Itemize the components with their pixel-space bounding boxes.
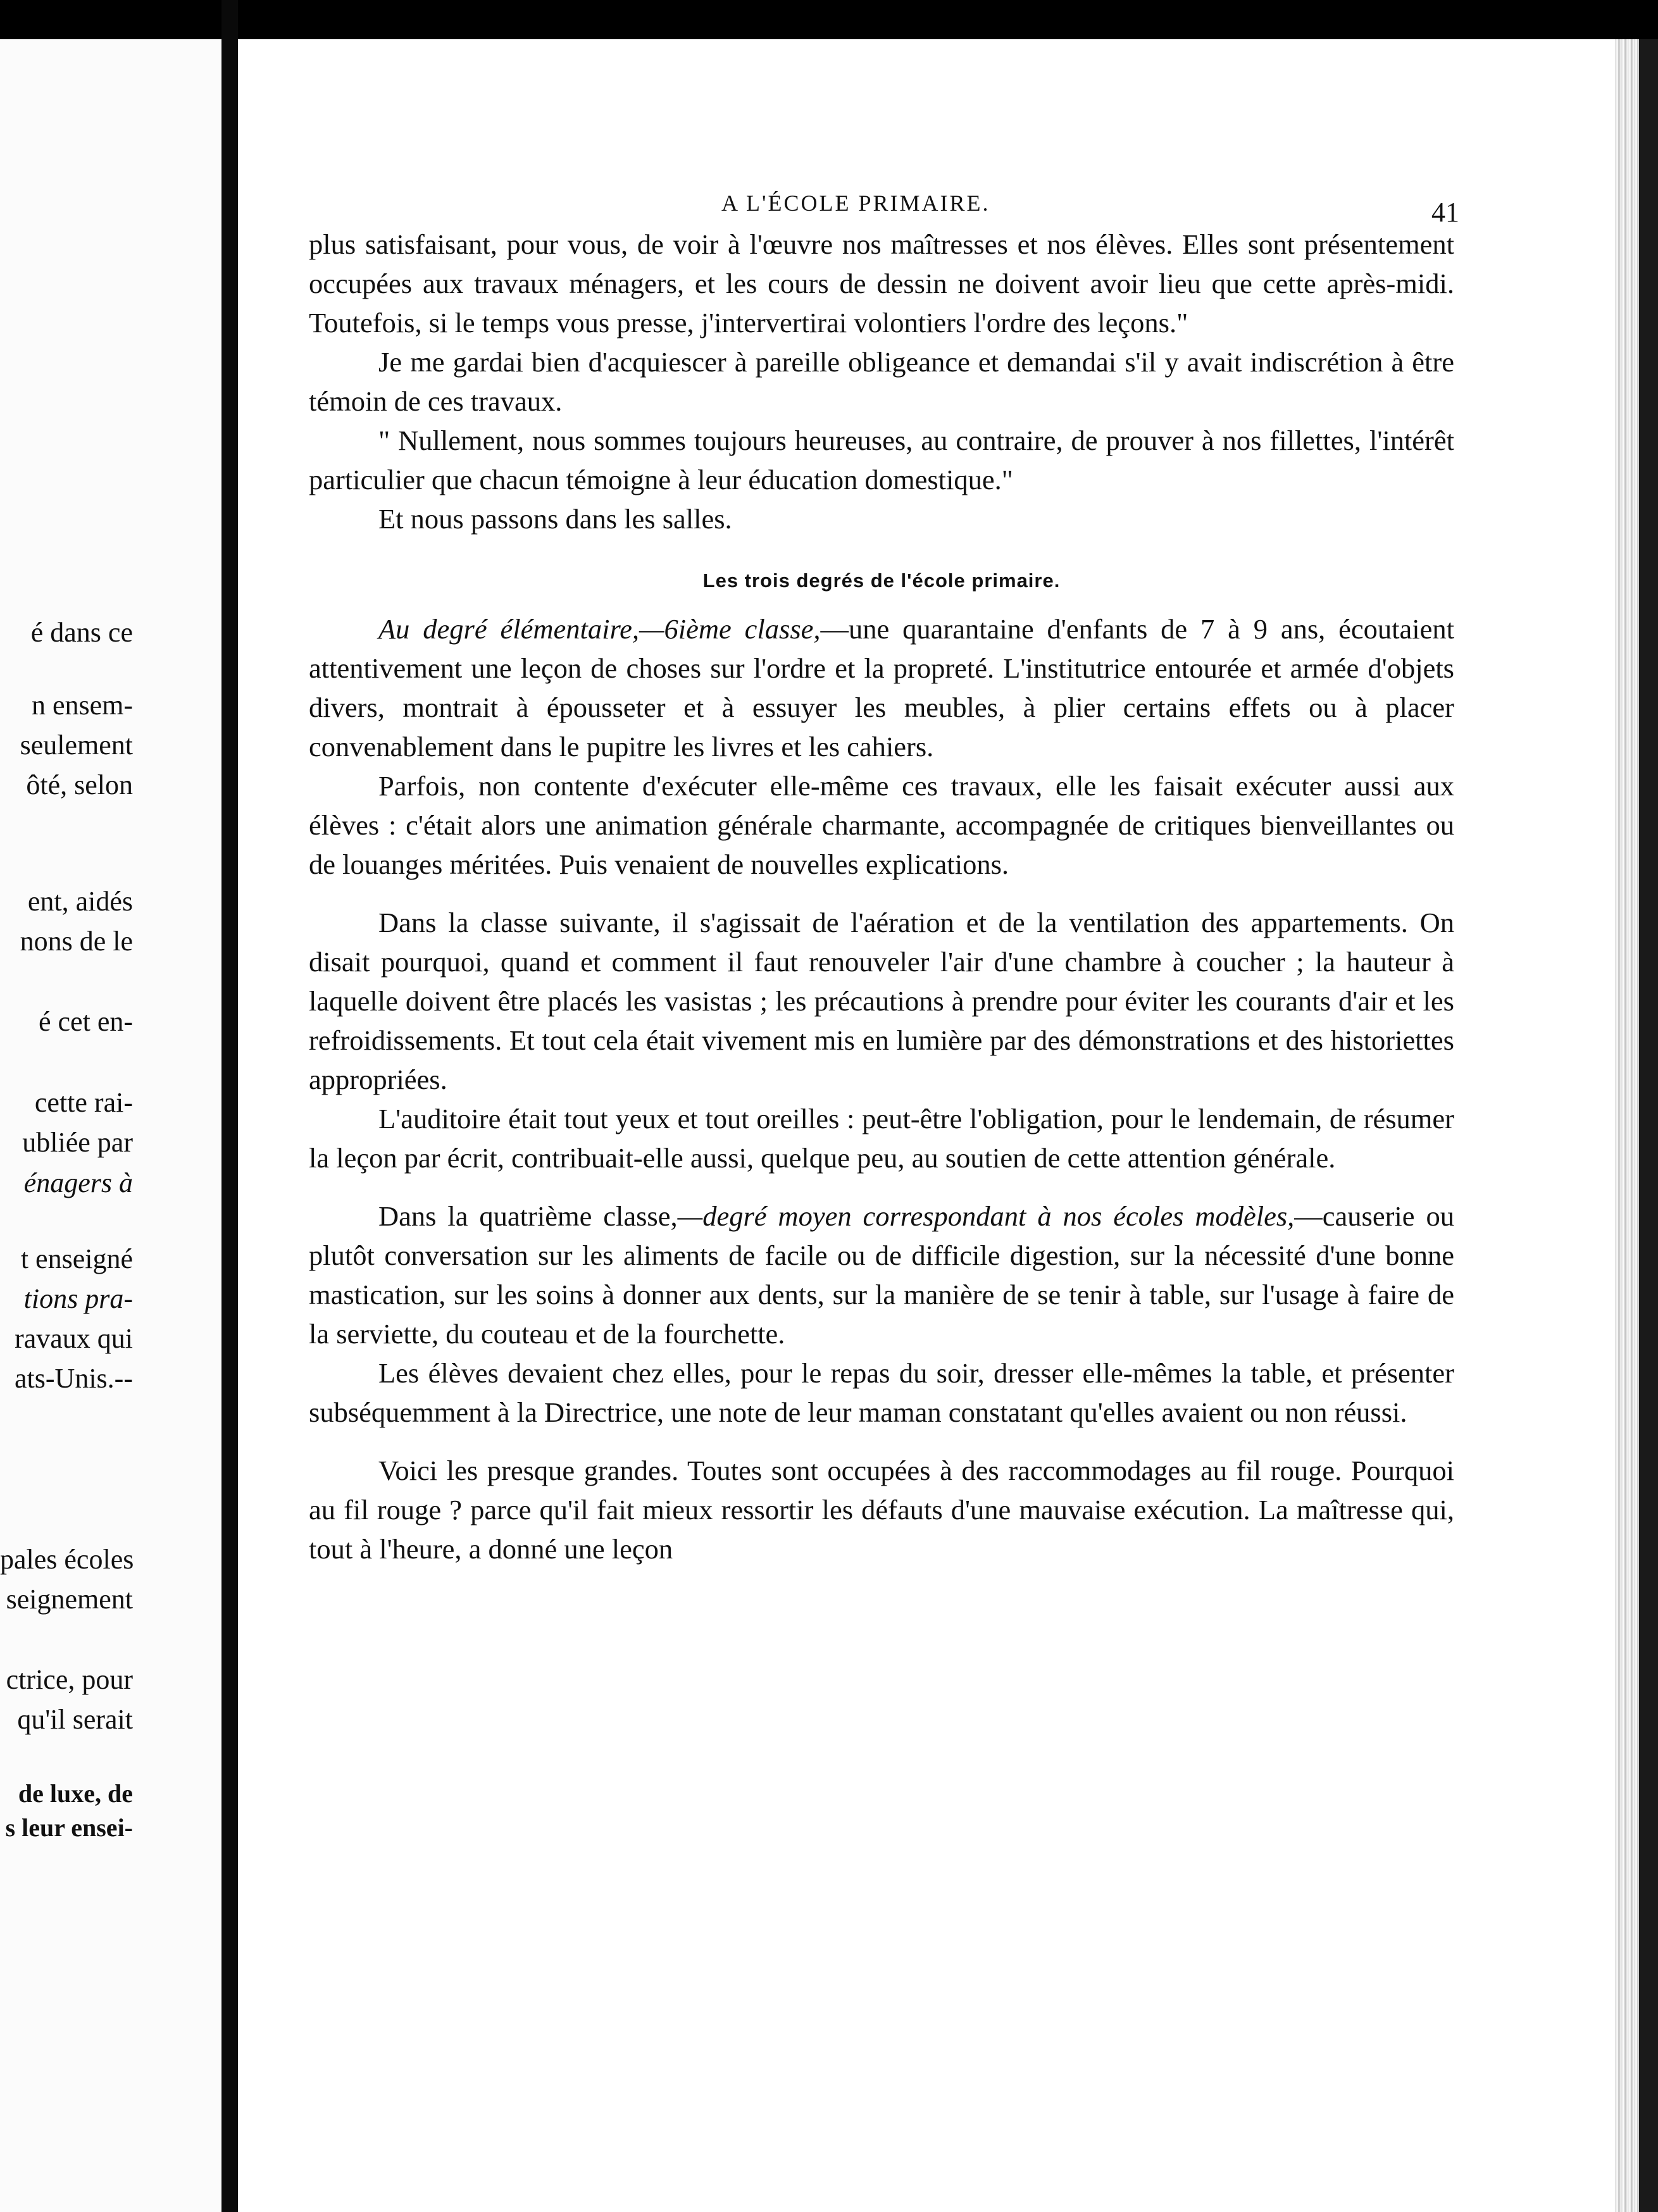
scan-top-border [0, 0, 1658, 39]
paragraph: Les élèves devaient chez elles, pour le repas du soir, dresser elle-mêmes la table, et présenter subséquemment à la Directrice, une note de leur maman constatant qu'elles avaient ou non réussi. [309, 1357, 1454, 1428]
paragraph: plus satisfaisant, pour vous, de voir à l'œuvre nos maîtresses et nos élèves. Elles sont présentement occupées aux travaux ménagers, et les cours de dessin ne doivent avoir lieu que cette après-midi. Toutefois, si le temps vous presse, j'intervertirai volontiers l'ordre des leçons." [309, 228, 1454, 339]
left-page-line: nons de le [20, 926, 133, 957]
left-page-line: cette rai- [34, 1087, 133, 1118]
italic-phrase: Au degré élémentaire,—6ième classe, [378, 613, 821, 645]
left-page-line: de luxe, de [18, 1779, 133, 1808]
left-page-line: tions pra- [23, 1283, 133, 1314]
left-page-line: ats-Unis.-- [15, 1363, 133, 1394]
left-page-line: é dans ce [30, 617, 133, 648]
left-page-fragment [0, 39, 221, 2212]
paragraph: Je me gardai bien d'acquiescer à pareille obligeance et demandai s'il y avait indiscrétion à être témoin de ces travaux. [309, 346, 1454, 417]
paragraph: Parfois, non contente d'exécuter elle-même ces travaux, elle les faisait exécuter aussi aux élèves : c'était alors une animation générale charmante, accompagnée de critiques bienveillantes ou de louanges méritées. Puis venaient de nouvelles explications. [309, 770, 1454, 880]
page-number: 41 [1431, 197, 1459, 228]
left-page-line: ravaux qui [15, 1323, 133, 1354]
italic-phrase: —degré moyen correspondant à nos écoles modèles, [677, 1200, 1295, 1232]
paragraph: " Nullement, nous sommes toujours heureuses, au contraire, de prouver à nos fillettes, l'intérêt particulier que chacun témoigne à leur éducation domestique." [309, 425, 1454, 495]
left-page-line: é cet en- [39, 1006, 133, 1037]
paragraph: Et nous passons dans les salles. [378, 503, 732, 535]
left-page-line: ôté, selon [26, 769, 133, 800]
left-page-line: t enseigné [20, 1243, 133, 1274]
scan-right-border [1639, 39, 1658, 2212]
left-page-line: ubliée par [22, 1127, 133, 1158]
left-page-line: n ensem- [31, 690, 133, 721]
paragraph-text: —causerie ou plutôt conversation sur les aliments de facile ou de difficile digestion, sur la nécessité d'une bonne mastication, sur les soins à donner aux dents, sur la manière de se tenir à table, sur l'usage à faire de la serviette, du couteau et de la fourchette. [309, 1200, 1454, 1350]
left-page-line: ctrice, pour [6, 1664, 133, 1695]
section-heading: Les trois degrés de l'école primaire. [702, 569, 1061, 592]
left-page-line: qu'il serait [17, 1704, 133, 1735]
left-page-line: s leur ensei- [5, 1813, 133, 1842]
paragraph: Voici les presque grandes. Toutes sont occupées à des raccommodages au fil rouge. Pourquoi au fil rouge ? parce qu'il fait mieux ressortir les défauts d'une mauvaise exécution. La maîtresse qui, tout à l'heure, a donné une leçon [309, 1455, 1454, 1565]
page-body [309, 225, 1454, 1569]
left-page-line: énagers à [23, 1167, 133, 1198]
left-page-line: pales écoles [0, 1544, 134, 1575]
left-page-line: seignement [6, 1584, 133, 1615]
paragraph-text: Dans la quatrième classe, [378, 1200, 678, 1232]
paragraph [309, 1196, 1454, 1353]
left-page-line: ent, aidés [27, 886, 133, 917]
paragraph-text: —une quarantaine d'enfants de 7 à 9 ans, écoutaient attentivement une leçon de choses sur l'ordre et la propreté. L'institutrice entourée et armée d'objets divers, montrait à épousseter et à essuyer les meubles, à plier certains effets ou à placer convenablement dans le pupitre les livres et les cahiers. [309, 613, 1454, 762]
paragraph: L'auditoire était tout yeux et tout oreilles : peut-être l'obligation, pour le lendemain, de résumer la leçon par écrit, contribuait-elle aussi, quelque peu, au soutien de cette attention générale. [309, 1103, 1454, 1174]
running-title: A L'ÉCOLE PRIMAIRE. [721, 190, 990, 216]
paragraph: Dans la classe suivante, il s'agissait de l'aération et de la ventilation des appartements. On disait pourquoi, quand et comment il faut renouveler l'air d'une chambre à coucher ; la hauteur à laquelle doivent être placés les vasistas ; les précautions à prendre pour éviter les courants d'air et les refroidissements. Et tout cela était vivement mis en lumière par des démonstrations et des historiettes appropriées. [309, 907, 1454, 1095]
book-gutter [221, 0, 238, 2212]
paragraph [309, 609, 1454, 766]
left-page-line: seulement [20, 730, 133, 761]
